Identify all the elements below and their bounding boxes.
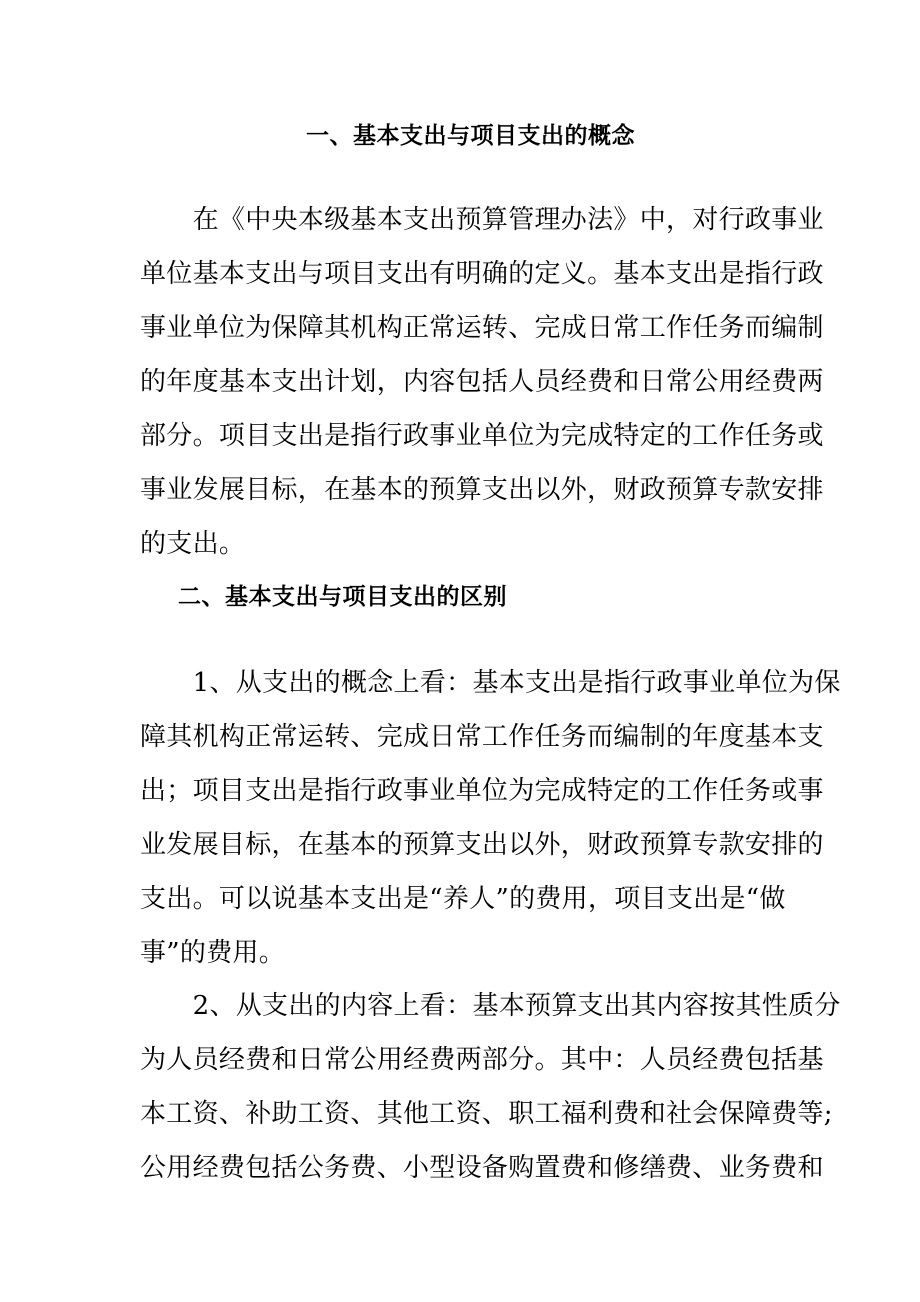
paragraph-line: 事业发展目标，在基本的预算支出以外，财政预算专款安排 <box>140 475 824 505</box>
paragraph-line: 事业单位为保障其机构正常运转、完成日常工作任务而编制 <box>140 313 824 343</box>
paragraph-line: 1、从支出的概念上看：基本支出是指行政事业单位为保 <box>140 668 841 698</box>
section-2-item-2 <box>140 991 841 1207</box>
paragraph-line: 的年度基本支出计划，内容包括人员经费和日常公用经费两 <box>140 367 824 397</box>
paragraph-line: 支出。可以说基本支出是“养人”的费用，项目支出是“做 <box>140 884 786 914</box>
paragraph-line: 的支出。 <box>140 529 246 559</box>
paragraph-line: 出；项目支出是指行政事业单位为完成特定的工作任务或事 <box>140 776 824 806</box>
section-1-paragraph <box>140 205 824 583</box>
paragraph-line: 在《中央本级基本支出预算管理办法》中，对行政事业 <box>140 205 824 235</box>
paragraph-line: 公用经费包括公务费、小型设备购置费和修缮费、业务费和 <box>140 1153 824 1183</box>
paragraph-line: 障其机构正常运转、完成日常工作任务而编制的年度基本支 <box>140 722 824 752</box>
paragraph-line: 事”的费用。 <box>140 938 286 968</box>
section-1-title: 一、基本支出与项目支出的概念 <box>306 123 635 149</box>
paragraph-line: 部分。项目支出是指行政事业单位为完成特定的工作任务或 <box>140 421 824 451</box>
paragraph-line: 为人员经费和日常公用经费两部分。其中：人员经费包括基 <box>140 1045 824 1075</box>
paragraph-line: 2、从支出的内容上看：基本预算支出其内容按其性质分 <box>140 991 841 1021</box>
paragraph-line: 单位基本支出与项目支出有明确的定义。基本支出是指行政 <box>140 259 824 289</box>
paragraph-line: 业发展目标，在基本的预算支出以外，财政预算专款安排的 <box>140 830 824 860</box>
section-2-title: 二、基本支出与项目支出的区别 <box>178 584 507 610</box>
paragraph-line: 本工资、补助工资、其他工资、职工福利费和社会保障费等; <box>140 1099 833 1129</box>
section-2-item-1 <box>140 668 841 992</box>
